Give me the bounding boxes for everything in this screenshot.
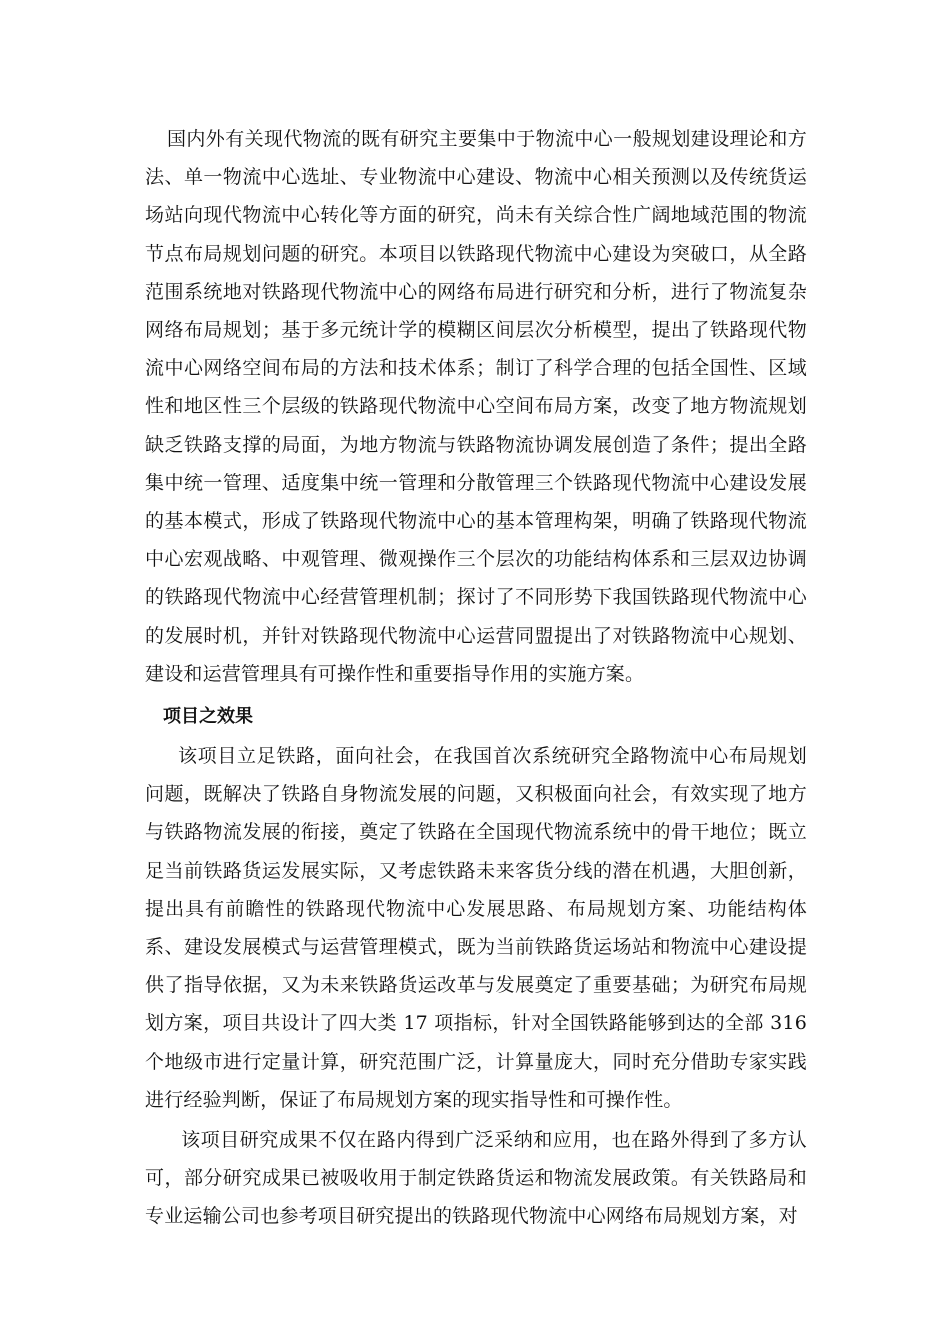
body-paragraph-adoption: 该项目研究成果不仅在路内得到广泛采纳和应用，也在路外得到了多方认可，部分研究成果已被吸收用于制定铁路货运和物流发展政策。有关铁路局和专业运输公司也参考项目研究提出的铁路现代物流中心网络布局规划方案，对	[145, 1129, 807, 1228]
body-paragraph-research-background: 国内外有关现代物流的既有研究主要集中于物流中心一般规划建设理论和方法、单一物流中心选址、专业物流中心建设、物流中心相关预测以及传统货运场站向现代物流中心转化等方面的研究，尚未有关综合性广阔地域范围的物流节点布局规划问题的研究。本项目以铁路现代物流中心建设为突破口，从全路范围系统地对铁路现代物流中心的网络布局进行研究和分析，进行了物流复杂网络布局规划；基于多元统计学的模糊区间层次分析模型，提出了铁路现代物流中心网络空间布局的方法和技术体系；制订了科学合理的包括全国性、区域性和地区性三个层级的铁路现代物流中心空间布局方案，改变了地方物流规划缺乏铁路支撑的局面，为地方物流与铁路物流协调发展创造了条件；提出全路集中统一管理、适度集中统一管理和分散管理三个铁路现代物流中心建设发展的基本模式，形成了铁路现代物流中心的基本管理构架，明确了铁路现代物流中心宏观战略、中观管理、微观操作三个层次的功能结构体系和三层双边协调的铁路现代物流中心经营管理机制；探讨了不同形势下我国铁路现代物流中心的发展时机，并针对铁路现代物流中心运营同盟提出了对铁路物流中心规划、建设和运营管理具有可操作性和重要指导作用的实施方案。	[145, 128, 807, 685]
body-paragraph-project-effect: 该项目立足铁路，面向社会，在我国首次系统研究全路物流中心布局规划问题，既解决了铁路自身物流发展的问题，又积极面向社会，有效实现了地方与铁路物流发展的衔接，奠定了铁路在全国现代物流系统中的骨干地位；既立足当前铁路货运发展实际，又考虑铁路未来客货分线的潜在机遇，大胆创新，提出具有前瞻性的铁路现代物流中心发展思路、布局规划方案、功能结构体系、建设发展模式与运营管理模式，既为当前铁路货运场站和物流中心建设提供了指导依据，又为未来铁路货运改革与发展奠定了重要基础；为研究布局规划方案，项目共设计了四大类 17 项指标，针对全国铁路能够到达的全部 316 个地级市进行定量计算，研究范围广泛，计算量庞大，同时充分借助专家实践进行经验判断，保证了布局规划方案的现实指导性和可操作性。	[145, 745, 807, 1111]
document-page	[145, 120, 807, 1236]
section-heading-project-effect: 项目之效果	[163, 706, 253, 728]
